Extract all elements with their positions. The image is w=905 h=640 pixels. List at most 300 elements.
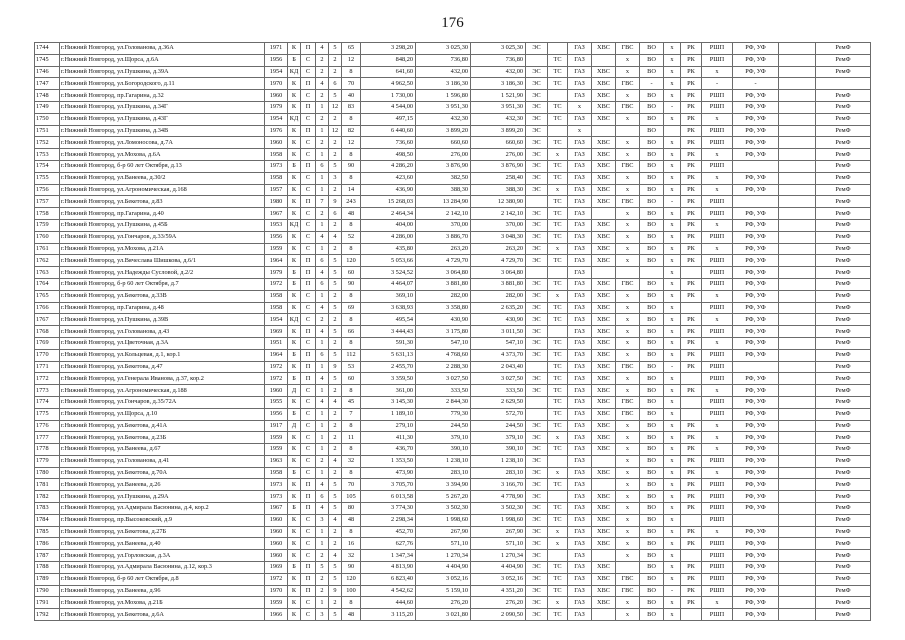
cell-repair-fund: РемФ bbox=[816, 90, 871, 102]
cell-cold-water: ХВС bbox=[592, 326, 616, 338]
cell-row-number: 1757 bbox=[35, 196, 60, 208]
cell-heat-supply: ТС bbox=[548, 408, 568, 420]
cell-sewerage: ВО bbox=[640, 125, 664, 137]
cell-hot-water: х bbox=[616, 514, 640, 526]
cell-address: г.Нижний Новгород, ул.Вячеслава Шишкова, д.6/1 bbox=[60, 255, 265, 267]
cell-total-area: 473,90 bbox=[361, 467, 416, 479]
cell-garbage-chute: - bbox=[664, 196, 681, 208]
cell-total-area: 15 268,03 bbox=[361, 196, 416, 208]
cell-power-supply: ЭС bbox=[526, 219, 548, 231]
cell-sewerage: ВО bbox=[640, 54, 664, 66]
cell-total-area: 5 053,66 bbox=[361, 255, 416, 267]
cell-extra bbox=[779, 349, 816, 361]
cell-hot-water: х bbox=[616, 491, 640, 503]
cell-power-supply: ЭС bbox=[526, 113, 548, 125]
cell-gas-supply: ГАЗ bbox=[568, 43, 592, 55]
cell-power-supply: ЭС bbox=[526, 373, 548, 385]
cell-roof-repair: РК bbox=[681, 361, 702, 373]
cell-facade: РФ, УФ bbox=[733, 444, 779, 456]
cell-apartments: 45 bbox=[342, 396, 361, 408]
cell-apartments: 7 bbox=[342, 408, 361, 420]
cell-roof-repair bbox=[681, 302, 702, 314]
cell-facade: РФ, УФ bbox=[733, 231, 779, 243]
cell-garbage-chute: х bbox=[664, 184, 681, 196]
cell-power-supply: ЭС bbox=[526, 550, 548, 562]
cell-year-built: 1917 bbox=[265, 420, 288, 432]
cell-floors: 2 bbox=[329, 184, 342, 196]
cell-living-area: 3 899,20 bbox=[416, 125, 471, 137]
cell-sewerage: ВО bbox=[640, 373, 664, 385]
cell-residential-area: 3 186,30 bbox=[471, 78, 526, 90]
table-row bbox=[35, 113, 871, 125]
cell-cold-water: ХВС bbox=[592, 43, 616, 55]
table-row bbox=[35, 219, 871, 231]
cell-heat-supply: ТС bbox=[548, 54, 568, 66]
cell-total-area: 641,60 bbox=[361, 66, 416, 78]
cell-pipes: РШП bbox=[702, 302, 733, 314]
cell-pipes: РШП bbox=[702, 278, 733, 290]
table-row bbox=[35, 184, 871, 196]
cell-cold-water: ХВС bbox=[592, 160, 616, 172]
cell-floors: 5 bbox=[329, 373, 342, 385]
cell-gas-supply: ГАЗ bbox=[568, 231, 592, 243]
cell-heat-supply: ТС bbox=[548, 302, 568, 314]
cell-wall-type: КД bbox=[288, 314, 301, 326]
cell-heat-supply: ТС bbox=[548, 562, 568, 574]
cell-entrances: 1 bbox=[316, 385, 329, 397]
cell-extra bbox=[779, 444, 816, 456]
cell-cold-water bbox=[592, 609, 616, 621]
cell-total-area: 4 544,00 bbox=[361, 101, 416, 113]
cell-year-built: 1964 bbox=[265, 255, 288, 267]
cell-living-area: 4 729,70 bbox=[416, 255, 471, 267]
cell-year-built: 1956 bbox=[265, 54, 288, 66]
cell-garbage-chute: х bbox=[664, 231, 681, 243]
cell-sewerage: ВО bbox=[640, 302, 664, 314]
cell-heat-supply: х bbox=[548, 526, 568, 538]
cell-series: С bbox=[301, 90, 316, 102]
cell-sewerage: ВО bbox=[640, 149, 664, 161]
cell-cold-water: ХВС bbox=[592, 219, 616, 231]
cell-apartments: 8 bbox=[342, 385, 361, 397]
cell-floors: 2 bbox=[329, 314, 342, 326]
cell-row-number: 1789 bbox=[35, 573, 60, 585]
table-row bbox=[35, 597, 871, 609]
cell-address: г.Нижний Новгород, пр.Гагарина, д.48 bbox=[60, 302, 265, 314]
cell-hot-water: х bbox=[616, 420, 640, 432]
table-row bbox=[35, 444, 871, 456]
cell-floors: 5 bbox=[329, 278, 342, 290]
cell-series: П bbox=[301, 255, 316, 267]
cell-heat-supply: ТС bbox=[548, 137, 568, 149]
cell-gas-supply: ГАЗ bbox=[568, 243, 592, 255]
cell-sewerage: ВО bbox=[640, 66, 664, 78]
cell-gas-supply: ГАЗ bbox=[568, 267, 592, 279]
cell-residential-area: 430,90 bbox=[471, 314, 526, 326]
cell-hot-water: х bbox=[616, 337, 640, 349]
cell-entrances: 6 bbox=[316, 278, 329, 290]
cell-living-area: 3 394,90 bbox=[416, 479, 471, 491]
cell-entrances: 2 bbox=[316, 54, 329, 66]
cell-extra bbox=[779, 503, 816, 515]
cell-year-built: 1972 bbox=[265, 361, 288, 373]
cell-wall-type: К bbox=[288, 172, 301, 184]
cell-heat-supply: ТС bbox=[548, 66, 568, 78]
cell-sewerage: ВО bbox=[640, 514, 664, 526]
cell-repair-fund: РемФ bbox=[816, 160, 871, 172]
cell-apartments: 8 bbox=[342, 149, 361, 161]
cell-year-built: 1960 bbox=[265, 550, 288, 562]
cell-series: С bbox=[301, 467, 316, 479]
cell-roof-repair: РК bbox=[681, 479, 702, 491]
cell-repair-fund: РемФ bbox=[816, 326, 871, 338]
cell-facade: РФ, УФ bbox=[733, 455, 779, 467]
cell-total-area: 1 730,00 bbox=[361, 90, 416, 102]
cell-facade: РФ, УФ bbox=[733, 432, 779, 444]
cell-apartments: 8 bbox=[342, 172, 361, 184]
cell-year-built: 1979 bbox=[265, 101, 288, 113]
cell-series: С bbox=[301, 597, 316, 609]
cell-row-number: 1759 bbox=[35, 219, 60, 231]
cell-floors: 9 bbox=[329, 585, 342, 597]
cell-cold-water: ХВС bbox=[592, 302, 616, 314]
cell-series: С bbox=[301, 172, 316, 184]
cell-wall-type: Б bbox=[288, 349, 301, 361]
cell-roof-repair: РК bbox=[681, 538, 702, 550]
cell-roof-repair: РК bbox=[681, 491, 702, 503]
cell-residential-area: 2 043,40 bbox=[471, 361, 526, 373]
cell-gas-supply: ГАЗ bbox=[568, 349, 592, 361]
cell-series: С bbox=[301, 314, 316, 326]
cell-garbage-chute: х bbox=[664, 172, 681, 184]
cell-gas-supply: ГАЗ bbox=[568, 290, 592, 302]
cell-address: г.Нижний Новгород, ул.Щорса, д.10 bbox=[60, 408, 265, 420]
cell-floors: 5 bbox=[329, 267, 342, 279]
cell-power-supply: ЭС bbox=[526, 491, 548, 503]
page-number: 176 bbox=[441, 15, 464, 31]
cell-row-number: 1765 bbox=[35, 290, 60, 302]
cell-floors: 2 bbox=[329, 243, 342, 255]
cell-roof-repair: РК bbox=[681, 149, 702, 161]
cell-repair-fund: РемФ bbox=[816, 243, 871, 255]
cell-total-area: 3 638,93 bbox=[361, 302, 416, 314]
cell-series: С bbox=[301, 526, 316, 538]
cell-apartments: 12 bbox=[342, 54, 361, 66]
cell-living-area: 388,30 bbox=[416, 184, 471, 196]
cell-living-area: 3 358,80 bbox=[416, 302, 471, 314]
cell-hot-water: х bbox=[616, 184, 640, 196]
cell-sewerage: ВО bbox=[640, 255, 664, 267]
cell-floors: 3 bbox=[329, 172, 342, 184]
cell-repair-fund: РемФ bbox=[816, 314, 871, 326]
cell-series: П bbox=[301, 361, 316, 373]
cell-series: С bbox=[301, 538, 316, 550]
cell-sewerage: ВО bbox=[640, 455, 664, 467]
cell-garbage-chute: х bbox=[664, 491, 681, 503]
cell-total-area: 736,60 bbox=[361, 137, 416, 149]
cell-sewerage: ВО bbox=[640, 231, 664, 243]
cell-heat-supply: ТС bbox=[548, 113, 568, 125]
cell-garbage-chute: - bbox=[664, 585, 681, 597]
cell-entrances: 4 bbox=[316, 503, 329, 515]
cell-living-area: 779,30 bbox=[416, 408, 471, 420]
cell-pipes: РШП bbox=[702, 43, 733, 55]
cell-year-built: 1960 bbox=[265, 137, 288, 149]
cell-roof-repair bbox=[681, 609, 702, 621]
cell-heat-supply: ТС bbox=[548, 231, 568, 243]
cell-cold-water: ХВС bbox=[592, 78, 616, 90]
cell-facade: РФ, УФ bbox=[733, 219, 779, 231]
cell-sewerage: ВО bbox=[640, 573, 664, 585]
cell-living-area: 382,50 bbox=[416, 172, 471, 184]
cell-year-built: 1955 bbox=[265, 396, 288, 408]
cell-entrances: 1 bbox=[316, 290, 329, 302]
cell-gas-supply: ГАЗ bbox=[568, 573, 592, 585]
cell-wall-type: К bbox=[288, 337, 301, 349]
cell-pipes: х bbox=[702, 314, 733, 326]
cell-apartments: 80 bbox=[342, 503, 361, 515]
cell-extra bbox=[779, 137, 816, 149]
cell-row-number: 1756 bbox=[35, 184, 60, 196]
table-row bbox=[35, 66, 871, 78]
cell-roof-repair: РК bbox=[681, 172, 702, 184]
table-row bbox=[35, 385, 871, 397]
cell-apartments: 52 bbox=[342, 231, 361, 243]
cell-heat-supply: ТС bbox=[548, 503, 568, 515]
cell-garbage-chute: х bbox=[664, 526, 681, 538]
cell-series: П bbox=[301, 196, 316, 208]
cell-total-area: 2 464,34 bbox=[361, 208, 416, 220]
cell-total-area: 848,20 bbox=[361, 54, 416, 66]
cell-total-area: 497,15 bbox=[361, 113, 416, 125]
cell-total-area: 423,60 bbox=[361, 172, 416, 184]
cell-garbage-chute: х bbox=[664, 349, 681, 361]
cell-living-area: 3 052,16 bbox=[416, 573, 471, 585]
cell-gas-supply: ГАЗ bbox=[568, 219, 592, 231]
cell-facade: РФ, УФ bbox=[733, 113, 779, 125]
cell-hot-water: х bbox=[616, 137, 640, 149]
cell-residential-area: 1 238,10 bbox=[471, 455, 526, 467]
cell-address: г.Нижний Новгород, ул.Надежды Сусловой, д.2/2 bbox=[60, 267, 265, 279]
cell-living-area: 3 881,80 bbox=[416, 278, 471, 290]
cell-residential-area: 3 027,50 bbox=[471, 373, 526, 385]
cell-pipes: х bbox=[702, 113, 733, 125]
cell-residential-area: 736,80 bbox=[471, 54, 526, 66]
cell-year-built: 1969 bbox=[265, 562, 288, 574]
cell-entrances: 2 bbox=[316, 573, 329, 585]
cell-extra bbox=[779, 408, 816, 420]
cell-sewerage: ВО bbox=[640, 326, 664, 338]
cell-residential-area: 3 052,16 bbox=[471, 573, 526, 585]
cell-row-number: 1745 bbox=[35, 54, 60, 66]
cell-sewerage: ВО bbox=[640, 491, 664, 503]
cell-garbage-chute: - bbox=[664, 101, 681, 113]
cell-hot-water: х bbox=[616, 302, 640, 314]
cell-address: г.Нижний Новгород, ул.Адмирала Васюнина, д.12, кор.3 bbox=[60, 562, 265, 574]
cell-heat-supply: ТС bbox=[548, 314, 568, 326]
cell-extra bbox=[779, 479, 816, 491]
cell-garbage-chute: х bbox=[664, 396, 681, 408]
cell-apartments: 60 bbox=[342, 373, 361, 385]
cell-living-area: 3 175,80 bbox=[416, 326, 471, 338]
cell-hot-water: х bbox=[616, 113, 640, 125]
cell-hot-water: х bbox=[616, 243, 640, 255]
cell-facade: РФ, УФ bbox=[733, 125, 779, 137]
cell-floors: 4 bbox=[329, 396, 342, 408]
cell-pipes: РШП bbox=[702, 231, 733, 243]
cell-pipes: РШП bbox=[702, 408, 733, 420]
cell-repair-fund: РемФ bbox=[816, 137, 871, 149]
table-row bbox=[35, 326, 871, 338]
cell-sewerage: ВО bbox=[640, 609, 664, 621]
cell-apartments: 120 bbox=[342, 573, 361, 585]
cell-address: г.Нижний Новгород, ул.Мохова, д.21А bbox=[60, 243, 265, 255]
cell-row-number: 1744 bbox=[35, 43, 60, 55]
cell-extra bbox=[779, 326, 816, 338]
cell-extra bbox=[779, 491, 816, 503]
cell-repair-fund: РемФ bbox=[816, 526, 871, 538]
cell-entrances: 4 bbox=[316, 396, 329, 408]
cell-heat-supply: ТС bbox=[548, 361, 568, 373]
cell-gas-supply: х bbox=[568, 101, 592, 113]
cell-address: г.Нижний Новгород, ул.Гончаров, д.35/72А bbox=[60, 396, 265, 408]
cell-repair-fund: РемФ bbox=[816, 432, 871, 444]
cell-wall-type: К bbox=[288, 326, 301, 338]
cell-hot-water: х bbox=[616, 255, 640, 267]
cell-cold-water: ХВС bbox=[592, 432, 616, 444]
cell-heat-supply: ТС bbox=[548, 373, 568, 385]
cell-wall-type: К bbox=[288, 444, 301, 456]
cell-hot-water: х bbox=[616, 479, 640, 491]
cell-apartments: 8 bbox=[342, 219, 361, 231]
cell-year-built: 1976 bbox=[265, 125, 288, 137]
cell-living-area: 2 142,10 bbox=[416, 208, 471, 220]
cell-garbage-chute: х bbox=[664, 90, 681, 102]
cell-entrances: 1 bbox=[316, 538, 329, 550]
cell-repair-fund: РемФ bbox=[816, 444, 871, 456]
cell-year-built: 1957 bbox=[265, 184, 288, 196]
cell-repair-fund: РемФ bbox=[816, 184, 871, 196]
cell-heat-supply: ТС bbox=[548, 479, 568, 491]
cell-facade: РФ, УФ bbox=[733, 137, 779, 149]
cell-gas-supply: ГАЗ bbox=[568, 66, 592, 78]
cell-series: С bbox=[301, 432, 316, 444]
cell-year-built: 1956 bbox=[265, 231, 288, 243]
cell-facade: РФ, УФ bbox=[733, 526, 779, 538]
cell-apartments: 8 bbox=[342, 337, 361, 349]
cell-power-supply bbox=[526, 396, 548, 408]
cell-entrances: 5 bbox=[316, 562, 329, 574]
cell-facade: РФ, УФ bbox=[733, 66, 779, 78]
cell-row-number: 1785 bbox=[35, 526, 60, 538]
cell-wall-type: К bbox=[288, 255, 301, 267]
cell-gas-supply: ГАЗ bbox=[568, 408, 592, 420]
cell-row-number: 1747 bbox=[35, 78, 60, 90]
cell-garbage-chute: - bbox=[664, 361, 681, 373]
cell-pipes: РШП bbox=[702, 514, 733, 526]
cell-pipes: х bbox=[702, 597, 733, 609]
cell-roof-repair: РК bbox=[681, 526, 702, 538]
cell-pipes: х bbox=[702, 149, 733, 161]
cell-total-area: 4 286,00 bbox=[361, 231, 416, 243]
cell-roof-repair: РК bbox=[681, 43, 702, 55]
cell-sewerage: ВО bbox=[640, 113, 664, 125]
cell-garbage-chute: х bbox=[664, 267, 681, 279]
cell-garbage-chute: х bbox=[664, 66, 681, 78]
cell-roof-repair: РК bbox=[681, 125, 702, 137]
cell-row-number: 1788 bbox=[35, 562, 60, 574]
cell-address: г.Нижний Новгород, ул.Ванеева, д.30/2 bbox=[60, 172, 265, 184]
cell-garbage-chute: х bbox=[664, 43, 681, 55]
cell-series: П bbox=[301, 78, 316, 90]
cell-hot-water: х bbox=[616, 208, 640, 220]
cell-year-built: 1964 bbox=[265, 349, 288, 361]
cell-hot-water: ГВС bbox=[616, 160, 640, 172]
cell-repair-fund: РемФ bbox=[816, 66, 871, 78]
cell-year-built: 1966 bbox=[265, 609, 288, 621]
cell-residential-area: 3 951,30 bbox=[471, 101, 526, 113]
cell-wall-type: КД bbox=[288, 66, 301, 78]
cell-pipes: РШП bbox=[702, 90, 733, 102]
cell-sewerage: ВО bbox=[640, 432, 664, 444]
cell-address: г.Нижний Новгород, ул.Бекетова, д.47 bbox=[60, 361, 265, 373]
cell-repair-fund: РемФ bbox=[816, 43, 871, 55]
cell-heat-supply: ТС bbox=[548, 172, 568, 184]
cell-garbage-chute: х bbox=[664, 149, 681, 161]
cell-pipes: х bbox=[702, 219, 733, 231]
cell-heat-supply: х bbox=[548, 538, 568, 550]
cell-cold-water: ХВС bbox=[592, 562, 616, 574]
cell-extra bbox=[779, 385, 816, 397]
cell-sewerage: ВО bbox=[640, 314, 664, 326]
cell-hot-water bbox=[616, 562, 640, 574]
cell-total-area: 2 298,34 bbox=[361, 514, 416, 526]
cell-residential-area: 244,50 bbox=[471, 420, 526, 432]
cell-residential-area: 3 899,20 bbox=[471, 125, 526, 137]
cell-apartments: 48 bbox=[342, 208, 361, 220]
table-row bbox=[35, 526, 871, 538]
cell-entrances: 1 bbox=[316, 172, 329, 184]
cell-roof-repair: РК bbox=[681, 562, 702, 574]
cell-pipes: РШП bbox=[702, 255, 733, 267]
cell-roof-repair: РК bbox=[681, 255, 702, 267]
cell-heat-supply: ТС bbox=[548, 420, 568, 432]
cell-wall-type: К bbox=[288, 149, 301, 161]
cell-extra bbox=[779, 101, 816, 113]
cell-year-built: 1954 bbox=[265, 314, 288, 326]
cell-repair-fund: РемФ bbox=[816, 196, 871, 208]
cell-living-area: 3 951,30 bbox=[416, 101, 471, 113]
cell-row-number: 1783 bbox=[35, 503, 60, 515]
cell-gas-supply: ГАЗ bbox=[568, 54, 592, 66]
cell-sewerage: - bbox=[640, 78, 664, 90]
cell-wall-type: К bbox=[288, 597, 301, 609]
cell-series: С bbox=[301, 184, 316, 196]
cell-pipes: х bbox=[702, 432, 733, 444]
cell-cold-water: ХВС bbox=[592, 278, 616, 290]
cell-facade: РФ, УФ bbox=[733, 278, 779, 290]
cell-facade: РФ, УФ bbox=[733, 267, 779, 279]
cell-sewerage: ВО bbox=[640, 585, 664, 597]
cell-power-supply bbox=[526, 267, 548, 279]
cell-series: П bbox=[301, 160, 316, 172]
cell-extra bbox=[779, 231, 816, 243]
cell-entrances: 2 bbox=[316, 550, 329, 562]
cell-roof-repair: РК bbox=[681, 78, 702, 90]
cell-pipes: х bbox=[702, 243, 733, 255]
cell-power-supply: ЭС bbox=[526, 444, 548, 456]
cell-floors: 4 bbox=[329, 514, 342, 526]
